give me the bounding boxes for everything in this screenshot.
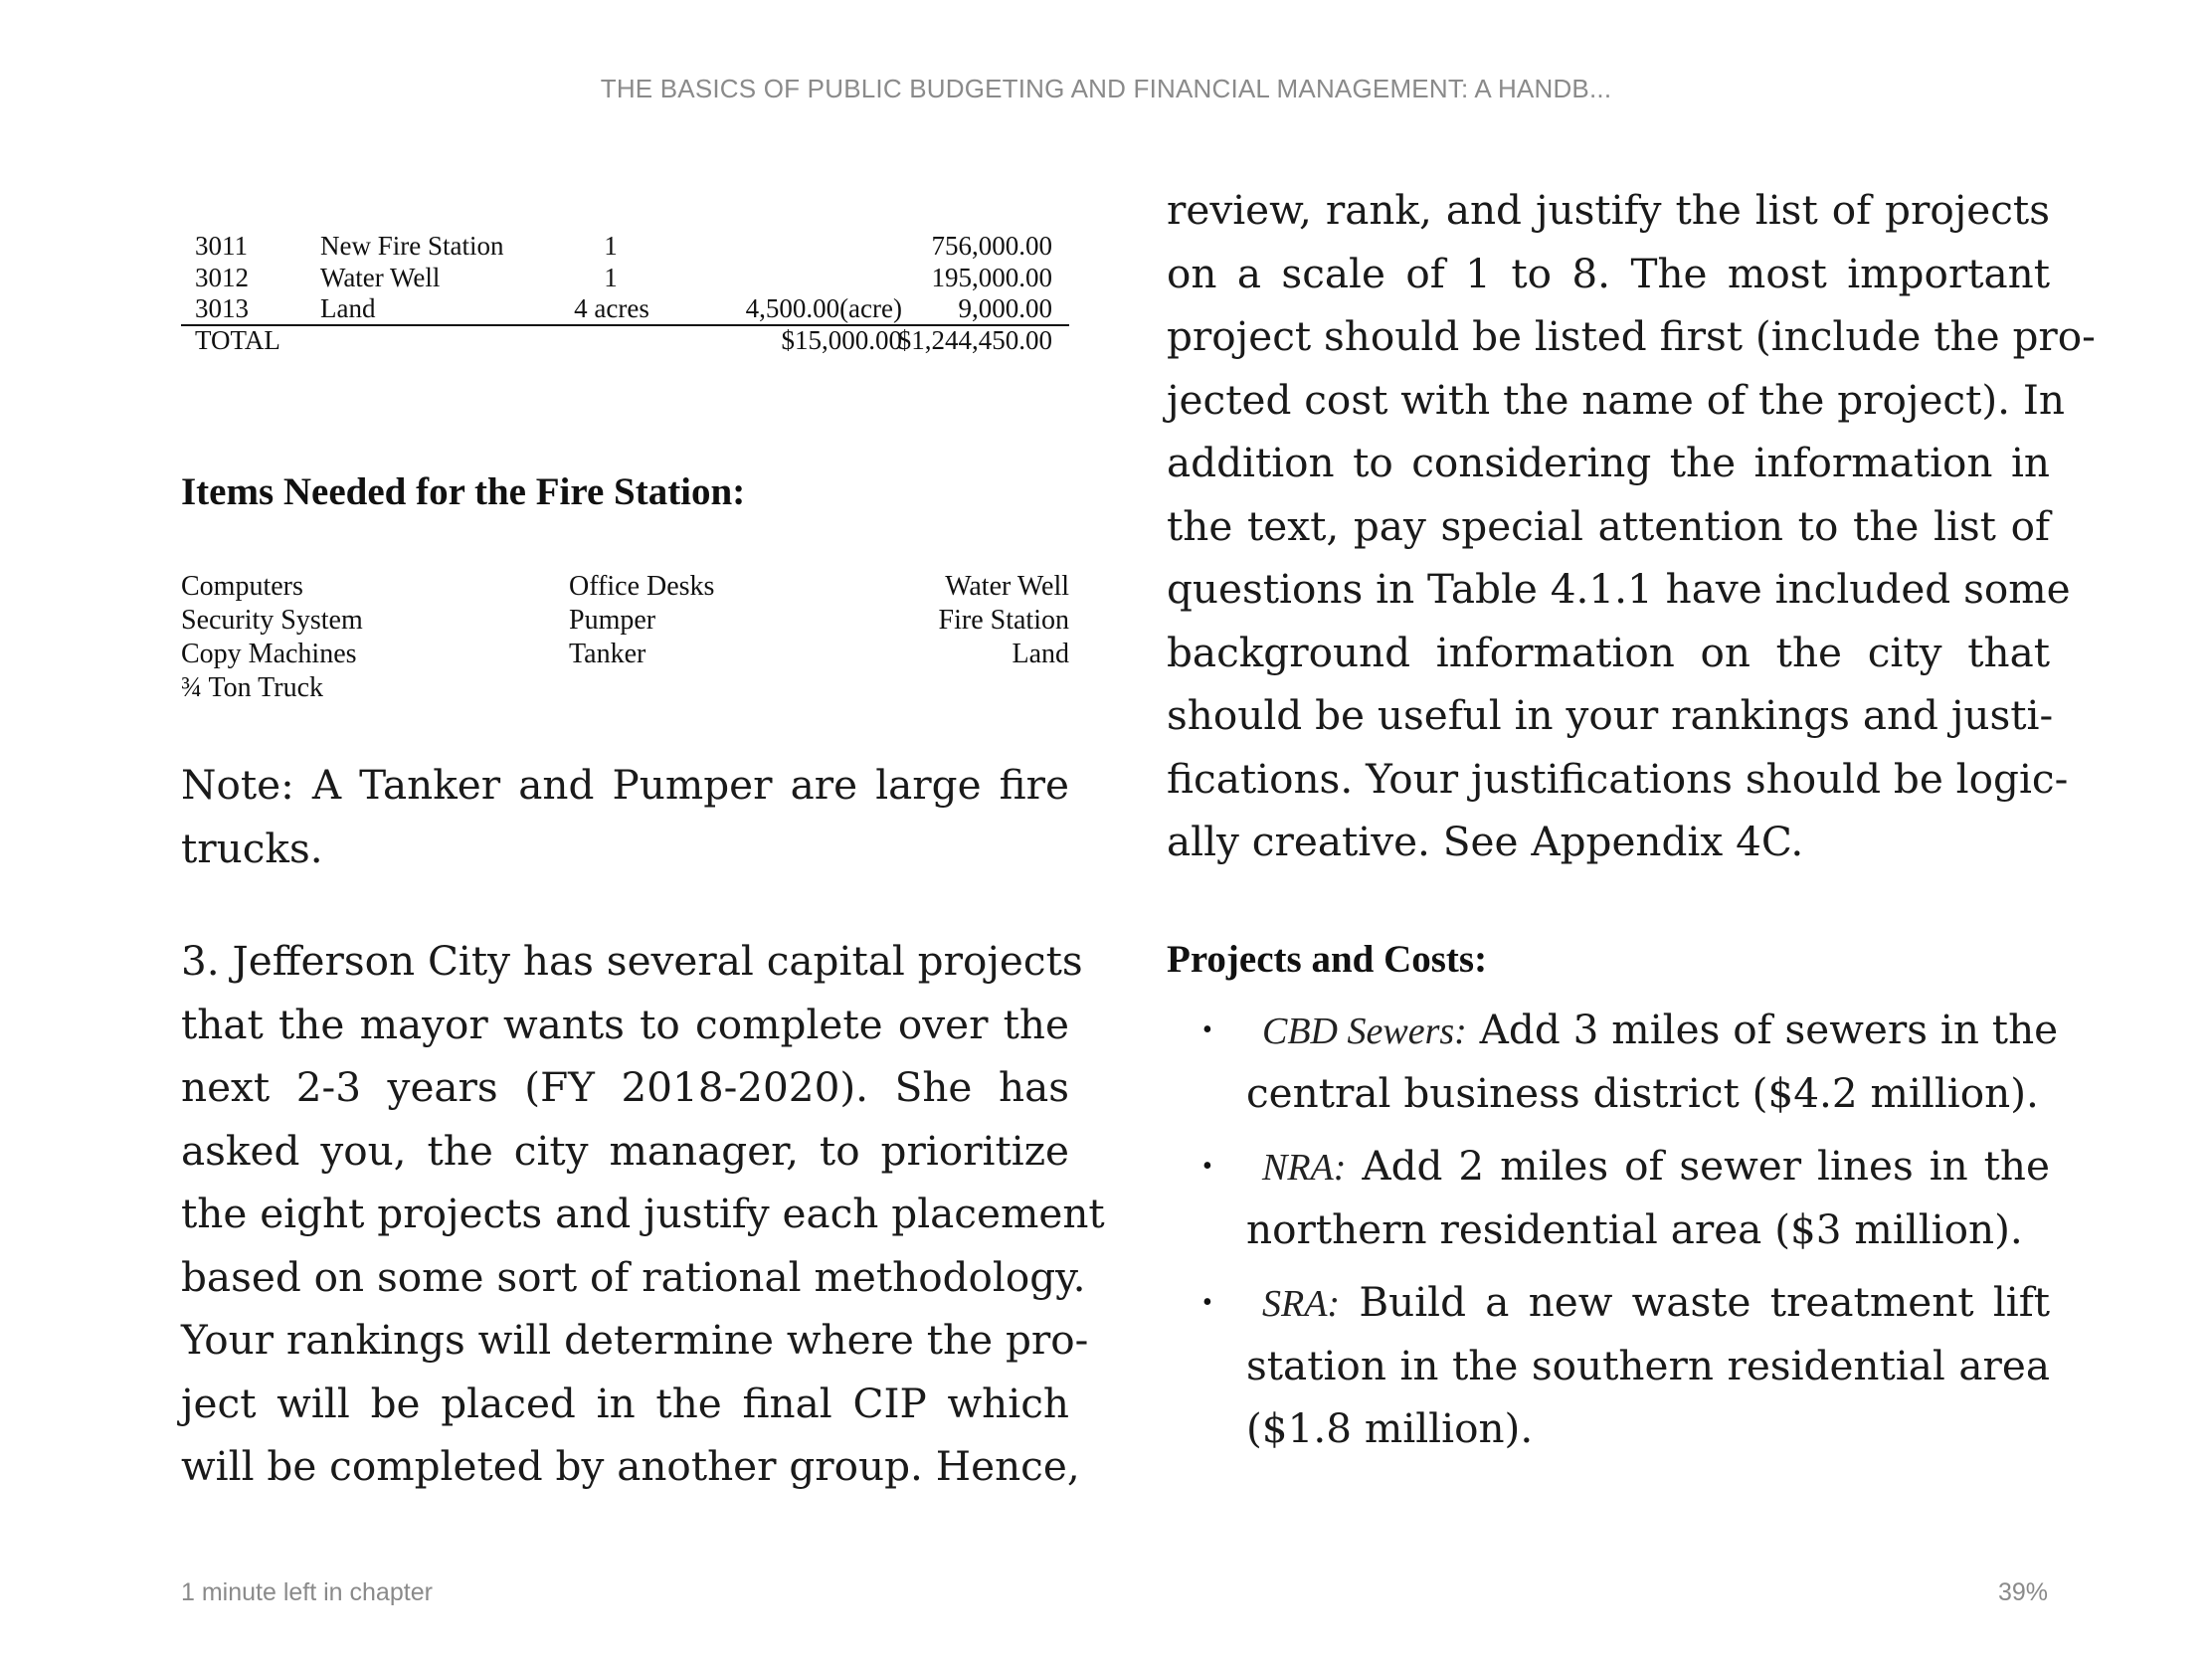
row-code: 3011	[195, 231, 248, 261]
project-tag: NRA:	[1262, 1147, 1347, 1189]
items-column-2	[569, 570, 714, 671]
text-line: 3. Jefferson City has several capital projects	[181, 937, 1083, 985]
row-name: Water Well	[320, 262, 441, 292]
list-item: ¾ Ton Truck	[181, 672, 324, 703]
time-left-in-chapter: 1 minute left in chapter	[181, 1578, 433, 1606]
text-line: next 2-3 years (FY 2018-2020). She has	[181, 1063, 1069, 1111]
list-item: Water Well	[945, 571, 1069, 602]
continued-paragraph	[1167, 179, 2096, 874]
question-3-paragraph	[181, 930, 1105, 1499]
row-qty: 4 acres	[574, 293, 649, 323]
project-text: Add 2 miles of sewer lines in the	[1346, 1142, 2050, 1190]
row-qty: 1	[604, 231, 618, 261]
text-line: background information on the city that	[1167, 628, 2050, 676]
project-text: Add 3 miles of sewers in the	[1466, 1006, 2059, 1053]
book-title-header: THE BASICS OF PUBLIC BUDGETING AND FINANCIAL MANAGEMENT: A HANDB...	[600, 74, 1612, 103]
text-line: trucks.	[181, 824, 323, 872]
projects-heading: Projects and Costs:	[1167, 938, 1488, 981]
items-column-1	[181, 570, 363, 705]
total-cost: $1,244,450.00	[897, 324, 1052, 355]
bullet-icon: •	[1202, 1014, 1212, 1045]
row-name: Land	[320, 293, 376, 323]
total-label: TOTAL	[195, 324, 280, 355]
list-item	[1167, 1135, 2050, 1261]
text-line: based on some sort of rational methodology.	[181, 1252, 1086, 1301]
list-item: Land	[1012, 639, 1069, 669]
list-item: Pumper	[569, 605, 656, 636]
text-line: asked you, the city manager, to prioritize	[181, 1126, 1069, 1175]
note-paragraph	[181, 754, 1069, 880]
text-line: addition to considering the information in	[1167, 439, 2050, 486]
row-cost: 9,000.00	[958, 293, 1052, 323]
row-name: New Fire Station	[320, 231, 504, 261]
list-item: Fire Station	[938, 605, 1069, 636]
text-line: fications. Your justifications should be logic-	[1167, 754, 2069, 803]
text-line	[1246, 1271, 2050, 1335]
items-column-3	[939, 570, 1069, 671]
text-line: will be completed by another group. Hence,	[181, 1442, 1080, 1490]
text-line: ject will be placed in the final CIP which	[181, 1379, 1069, 1427]
row-cost: 195,000.00	[931, 262, 1052, 292]
cost-table	[181, 231, 1069, 356]
list-item: Computers	[181, 571, 303, 602]
project-description	[1246, 999, 2059, 1125]
list-item: Copy Machines	[181, 639, 357, 669]
text-line: northern residential area ($3 million).	[1246, 1204, 2023, 1253]
text-line: the text, pay special attention to the list of	[1167, 501, 2050, 550]
list-item: Office Desks	[569, 571, 715, 602]
text-line: station in the southern residential area	[1246, 1341, 2050, 1389]
text-line: ($1.8 million).	[1246, 1404, 1534, 1452]
project-description	[1246, 1271, 2050, 1461]
project-tag: SRA:	[1262, 1283, 1341, 1325]
text-line: questions in Table 4.1.1 have included some	[1167, 565, 2071, 613]
text-line: jected cost with the name of the project). In	[1167, 375, 2066, 424]
project-tag: CBD Sewers:	[1262, 1011, 1467, 1052]
text-line: ally creative. See Appendix 4C.	[1167, 818, 1804, 865]
text-line: review, rank, and justify the list of projects	[1167, 186, 2050, 234]
text-line: Your rankings will determine where the pro-	[181, 1316, 1089, 1364]
table-total-row	[181, 325, 1069, 357]
text-line: central business district ($4.2 million).	[1246, 1068, 2039, 1117]
row-cost: 756,000.00	[931, 231, 1052, 261]
list-item	[1167, 1271, 2050, 1461]
projects-list	[1167, 999, 2059, 1471]
bullet-icon: •	[1202, 1151, 1212, 1182]
text-line: Note: A Tanker and Pumper are large fire	[181, 761, 1069, 809]
row-code: 3013	[195, 293, 249, 323]
text-line: project should be listed first (include the pro-	[1167, 312, 2096, 360]
project-description	[1246, 1135, 2050, 1261]
text-line: should be useful in your rankings and justi-	[1167, 691, 2054, 739]
text-line: the eight projects and justify each placement	[181, 1190, 1105, 1237]
bullet-icon: •	[1202, 1287, 1212, 1318]
reading-progress: 39%	[1997, 1578, 2048, 1606]
project-text: Build a new waste treatment lift	[1340, 1278, 2050, 1326]
table-row	[181, 263, 1069, 294]
table-row	[181, 231, 1069, 263]
text-line	[1246, 1135, 2050, 1198]
row-code: 3012	[195, 262, 249, 292]
list-item: Security System	[181, 605, 363, 636]
total-unit: $15,000.00	[781, 324, 902, 355]
text-line: that the mayor wants to complete over the	[181, 1000, 1069, 1048]
list-item	[1167, 999, 2059, 1125]
row-qty: 1	[604, 262, 618, 292]
row-unit-price: 4,500.00(acre)	[745, 293, 902, 323]
table-row	[181, 293, 1069, 325]
list-item: Tanker	[569, 639, 646, 669]
text-line: on a scale of 1 to 8. The most important	[1167, 249, 2050, 297]
items-heading: Items Needed for the Fire Station:	[181, 470, 746, 513]
text-line	[1246, 999, 2059, 1062]
